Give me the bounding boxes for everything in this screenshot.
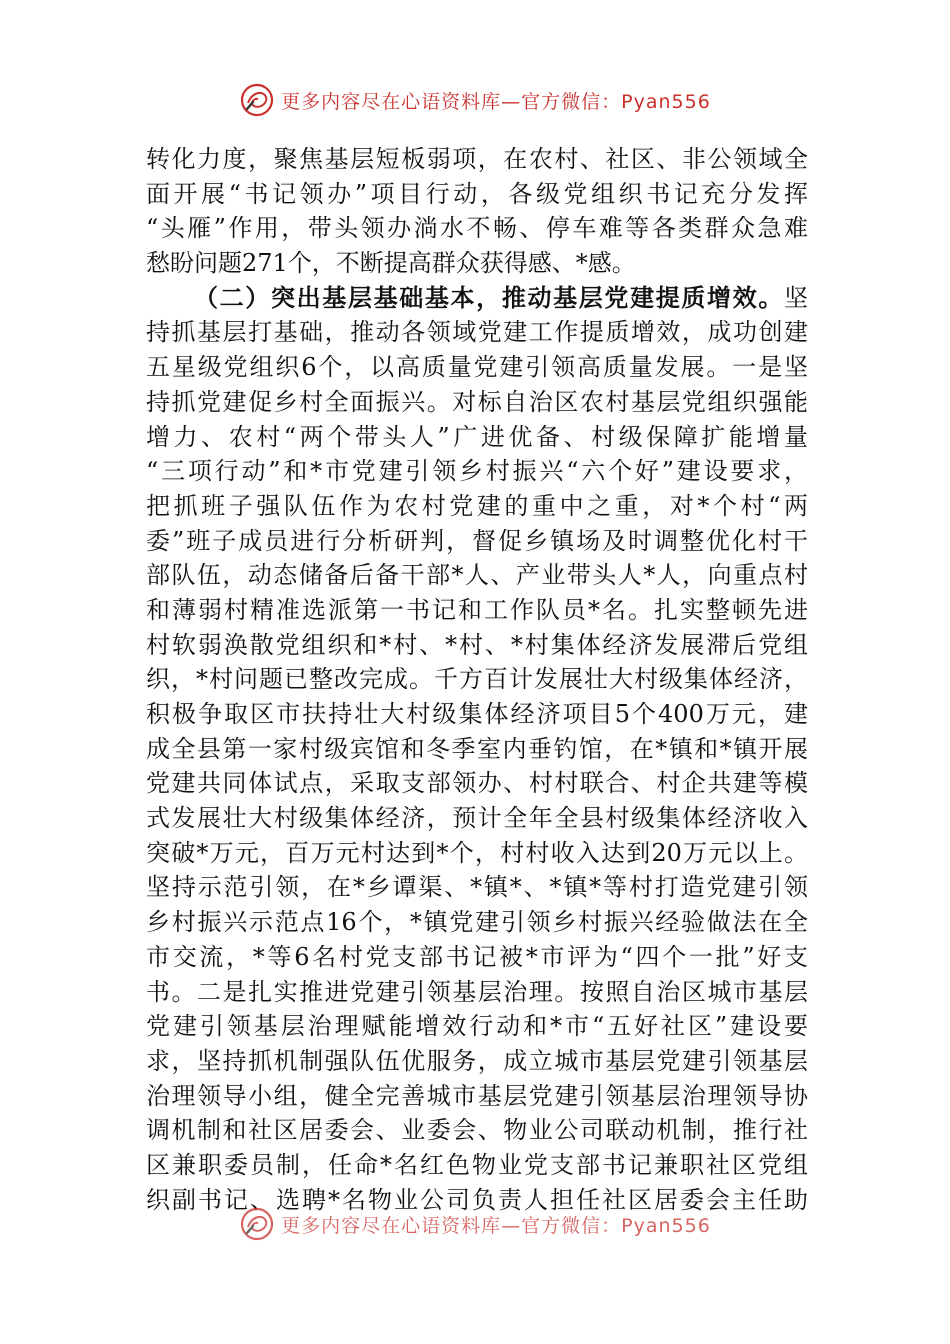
text-line: 持抓基层打基础，推动各领域党建工作提质增效，成功创建 — [146, 318, 808, 347]
text-line: 和薄弱村精准选派第一书记和工作队员*名。扎实整顿先进 — [146, 595, 808, 624]
text-line: 村软弱涣散党组织和*村、*村、*村集体经济发展滞后党组 — [146, 630, 808, 659]
text-line: 坚持示范引领，在*乡谭渠、*镇*、*镇*等村打造党建引领 — [146, 873, 808, 902]
text-line: 书。二是扎实推进党建引领基层治理。按照自治区城市基层 — [146, 977, 808, 1006]
section-heading-tail: 坚 — [784, 283, 808, 312]
text-line: 市交流，*等6名村党支部书记被*市评为“四个一批”好支 — [146, 942, 808, 971]
text-line: 调机制和社区居委会、业委会、物业公司联动机制，推行社 — [146, 1116, 808, 1145]
document-body — [146, 142, 808, 1217]
text-line: 区兼职委员制，任命*名红色物业党支部书记兼职社区党组 — [146, 1150, 808, 1179]
section-heading: （二）突出基层基础基本，推动基层党建提质增效。 — [194, 282, 784, 312]
seal-logo-icon — [239, 82, 275, 118]
text-line: 五星级党组织6个，以高质量党建引领高质量发展。一是坚 — [146, 353, 808, 382]
header-watermark — [0, 78, 950, 122]
text-line: “三项行动”和*市党建引领乡村振兴“六个好”建设要求， — [146, 457, 808, 486]
watermark-text: 更多内容尽在心语资料库—官方微信：Pyan556 — [281, 90, 711, 113]
text-line: 委”班子成员进行分析研判，督促乡镇场及时调整优化村干 — [146, 526, 808, 555]
text-line: 式发展壮大村级集体经济，预计全年全县村级集体经济收入 — [146, 804, 808, 833]
text-line: 愁盼问题271个，不断提高群众获得感、*感。 — [146, 249, 636, 278]
text-line: 面开展“书记领办”项目行动，各级党组织书记充分发挥 — [146, 179, 808, 208]
text-line: 治理领导小组，健全完善城市基层党建引领基层治理领导协 — [146, 1081, 808, 1110]
text-line: 织副书记、选聘*名物业公司负责人担任社区居委会主任助 — [146, 1185, 808, 1214]
section-heading-line — [146, 281, 808, 316]
footer-watermark — [0, 1202, 950, 1246]
text-line: 求，坚持抓机制强队伍优服务，成立城市基层党建引领基层 — [146, 1046, 808, 1075]
text-line: 增力、农村“两个带头人”广进优备、村级保障扩能增量 — [146, 422, 808, 451]
text-line: 突破*万元，百万元村达到*个，村村收入达到20万元以上。 — [146, 838, 808, 867]
text-line: 持抓党建促乡村全面振兴。对标自治区农村基层党组织强能 — [146, 387, 808, 416]
text-line: “头雁”作用，带头领办淌水不畅、停车难等各类群众急难 — [146, 214, 808, 243]
text-line: 党建引领基层治理赋能增效行动和*市“五好社区”建设要 — [146, 1012, 808, 1041]
text-line: 乡村振兴示范点16个，*镇党建引领乡村振兴经验做法在全 — [146, 908, 808, 937]
watermark-text: 更多内容尽在心语资料库—官方微信：Pyan556 — [281, 1214, 711, 1237]
text-line: 党建共同体试点，采取支部领办、村村联合、村企共建等模 — [146, 769, 808, 798]
text-line: 转化力度，聚焦基层短板弱项，在农村、社区、非公领域全 — [146, 145, 808, 173]
text-line: 部队伍，动态储备后备干部*人、产业带头人*人，向重点村 — [146, 561, 808, 590]
seal-logo-icon — [239, 1206, 275, 1242]
text-line: 织，*村问题已整改完成。千方百计发展壮大村级集体经济， — [146, 665, 808, 694]
text-line: 积极争取区市扶持壮大村级集体经济项目5个400万元，建 — [146, 700, 808, 728]
text-line: 把抓班子强队伍作为农村党建的重中之重，对*个村“两 — [146, 491, 808, 520]
text-line: 成全县第一家村级宾馆和冬季室内垂钓馆，在*镇和*镇开展 — [146, 734, 808, 763]
